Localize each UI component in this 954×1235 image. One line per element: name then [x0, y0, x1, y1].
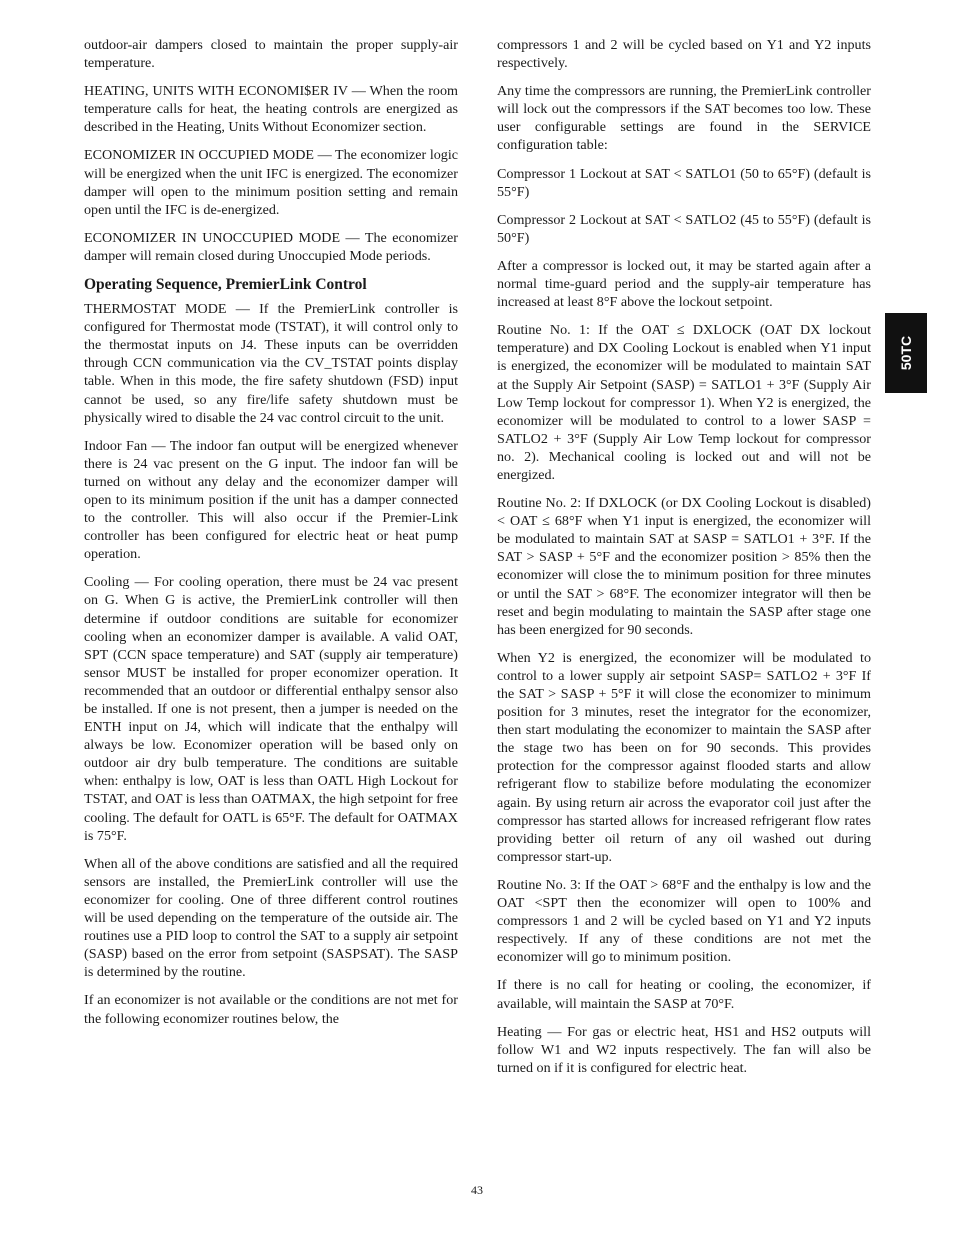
- paragraph: If there is no call for heating or cooling, the economizer, if available, will maintain the SASP at 70°F.: [497, 977, 871, 1012]
- section-heading: Operating Sequence, PremierLink Control: [84, 276, 367, 294]
- paragraph: Routine No. 3: If the OAT > 68°F and the enthalpy is low and the OAT <SPT then the economizer will open to 100% and compressors 1 and 2 will be cycled based on Y1 and Y2 inputs respectively. If any of these conditions are not met the economizer will go to minimum position.: [497, 876, 871, 966]
- paragraph: compressors 1 and 2 will be cycled based on Y1 and Y2 inputs respectively.: [497, 37, 871, 72]
- model-side-tab: [885, 313, 927, 393]
- paragraph: Routine No. 1: If the OAT ≤ DXLOCK (OAT DX lockout temperature) and DX Cooling Lockout is enabled when Y1 input is energized, the economizer will be modulated to maintain SAT at the Supply Air Setpoint (SASP) = SATLO1 + 3°F (Supply Air Low Temp lockout for compressor 1). When Y2 is energized, the economizer will be modulated to control to a lower SASP = SATLO2 + 3°F (Supply Air Low Temp lockout for compressor no. 2). Mechanical cooling is locked out and will not be energized.: [497, 322, 871, 483]
- paragraph: ECONOMIZER IN UNOCCUPIED MODE — The economizer damper will remain closed during Unoccupied Mode periods.: [84, 229, 458, 264]
- paragraph: outdoor-air dampers closed to maintain the proper supply-air temperature.: [84, 37, 458, 72]
- paragraph: ECONOMIZER IN OCCUPIED MODE — The economizer logic will be energized when the unit IFC is energized. The economizer damper will open to the minimum position setting and remain open until the IFC is de-energized.: [84, 147, 458, 218]
- paragraph: After a compressor is locked out, it may be started again after a normal time-guard period and the supply-air temperature has increased at least 8°F above the lockout setpoint.: [497, 257, 871, 311]
- page-number: 43: [471, 1183, 483, 1197]
- paragraph: Compressor 2 Lockout at SAT < SATLO2 (45 to 55°F) (default is 50°F): [497, 211, 871, 246]
- paragraph: When all of the above conditions are satisfied and all the required sensors are installed, the PremierLink controller will use the economizer for cooling. One of three different control routines will be used depending on the temperature of the outside air. The routines use a PID loop to control the SAT to a supply air setpoint (SASP) based on the error from setpoint (SASPSAT). The SASP is determined by the routine.: [84, 855, 458, 981]
- paragraph: Any time the compressors are running, the PremierLink controller will lock out the compressors if the SAT becomes too low. These user configurable settings are found in the SERVICE configuration table:: [497, 83, 871, 154]
- paragraph: THERMOSTAT MODE — If the PremierLink controller is configured for Thermostat mode (TSTAT), it will control only to the thermostat inputs on J4. These inputs can be overridden through CCN communication via the CV_TSTAT points display table. When in this mode, the fire safety shutdown (FSD) input cannot be used, so any fire/life safety shutdown must be physically wired to disable the 24 vac control circuit to the unit.: [84, 301, 458, 426]
- paragraph: HEATING, UNITS WITH ECONOMI$ER IV — When the room temperature calls for heat, the heating controls are energized as described in the Heating, Units Without Economizer section.: [84, 83, 458, 136]
- paragraph: When Y2 is energized, the economizer will be modulated to control to a lower supply air setpoint SASP= SATLO2 + 3°F If the SAT > SASP + 5°F it will close the economizer to minimum position for 3 minutes, reset the integrator for the economizer, then start modulating the economizer to maintain the SASP after the stage two has been on for 90 seconds. This provides protection for the compressor against flooded starts and allow refrigerant flow to stabilize before modulating the economizer again. By using return air across the evaporator coil just after the compressor has started allows for increased refrigerant flow rates providing better oil return of any oil washed out during compressor start-up.: [497, 649, 871, 865]
- paragraph: Compressor 1 Lockout at SAT < SATLO1 (50 to 65°F) (default is 55°F): [497, 165, 871, 200]
- side-tab-label: 50TC: [897, 335, 914, 371]
- paragraph: Heating — For gas or electric heat, HS1 and HS2 outputs will follow W1 and W2 inputs respectively. The fan will also be turned on if it is configured for electric heat.: [497, 1023, 871, 1076]
- paragraph: Indoor Fan — The indoor fan output will be energized whenever there is 24 vac present on the G input. The indoor fan will be turned on without any delay and the economizer damper will open to its minimum position if the unit has a damper connected to the controller. This will also occur if the Premier-Link controller has been configured for electric heat or heat pump operation.: [84, 437, 458, 563]
- paragraph: Routine No. 2: If DXLOCK (or DX Cooling Lockout is disabled) < OAT ≤ 68°F when Y1 input is energized, the economizer will be modulated to maintain SAT at SASP = SATLO1 + 3°F. If the SAT > SASP + 5°F and the economizer position > 85% then the economizer will close the to minimum position for three minutes or until the SAT > 68°F. The economizer integrator will then be reset and begin modulating to maintain the SASP after stage one has been energized for 90 seconds.: [497, 495, 871, 638]
- paragraph: Cooling — For cooling operation, there must be 24 vac present on G. When G is active, the PremierLink controller will then determine if outdoor conditions are suitable for economizer cooling when an economizer damper is available. A valid OAT, SPT (CCN space temperature) and SAT (supply air temperature) sensor MUST be installed for proper economizer operation. It recommended that an outdoor or differential enthalpy sensor also be installed. If one is not present, then a jumper is needed on the ENTH input on J4, which will indicate that the enthalpy will always be low. Economizer operation will be based only on outdoor air dry bulb temperature. The conditions are suitable when: enthalpy is low, OAT is less than OATL High Lockout for TSTAT, and OAT is less than OATMAX, the high setpoint for free cooling. The default for OATL is 65°F. The default for OATMAX is 75°F.: [84, 574, 458, 844]
- left-column: [84, 36, 458, 1038]
- right-column: [497, 36, 871, 1087]
- paragraph: If an economizer is not available or the conditions are not met for the following economizer routines below, the: [84, 992, 458, 1027]
